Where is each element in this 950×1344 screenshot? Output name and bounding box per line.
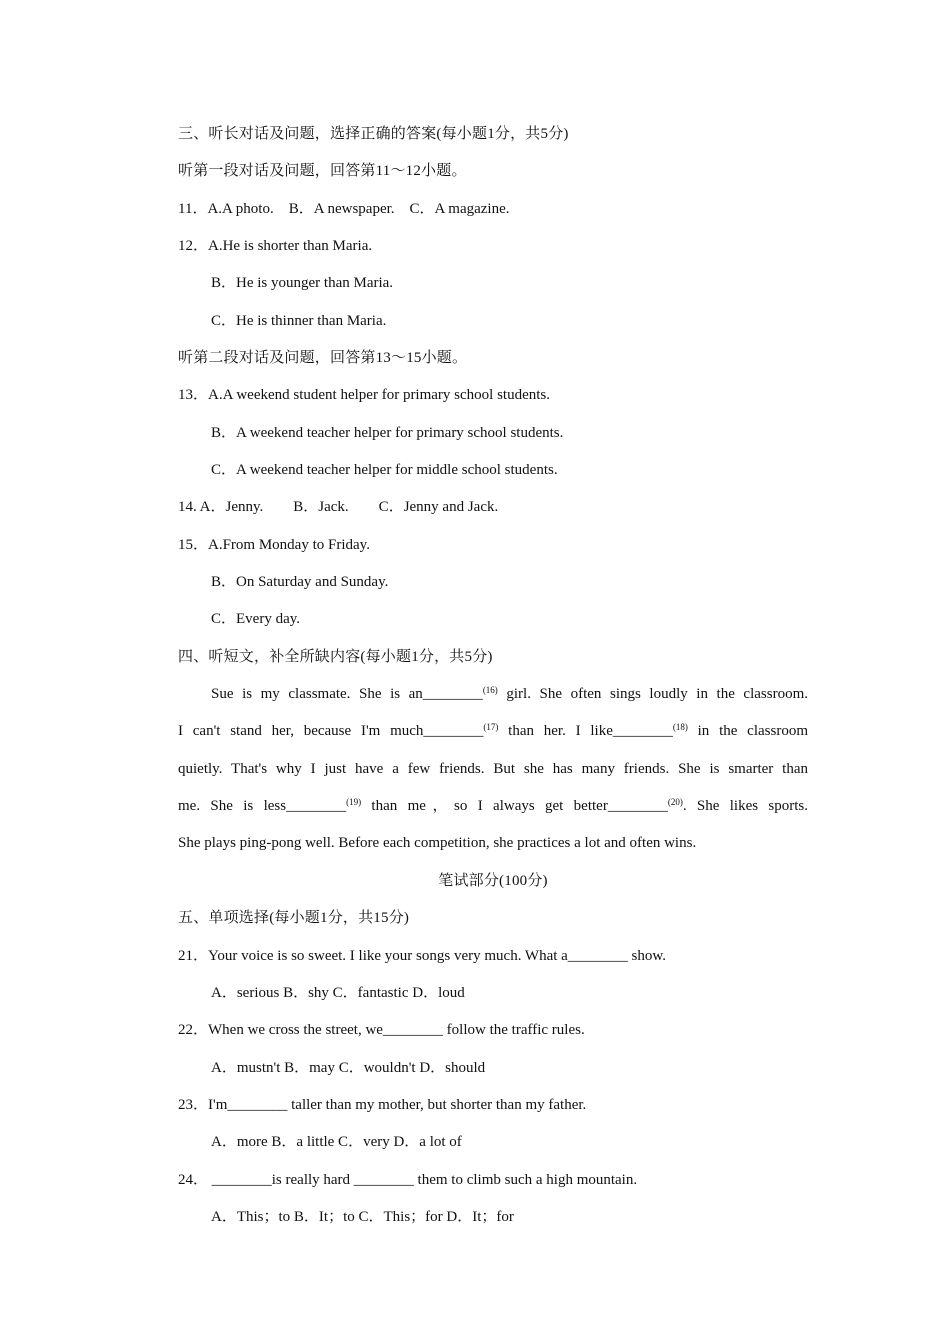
passage-text: than me，so I always get better________ (361, 798, 668, 814)
section3-heading: 三、听长对话及问题，选择正确的答案(每小题1分，共5分) (178, 126, 569, 142)
question-15-option-c: C．Every day. (211, 611, 301, 627)
blank-number-20: (20) (667, 797, 683, 807)
passage-line-5: She plays ping-pong well. Before each competition, she practices a lot and often wins. (178, 835, 697, 851)
passage-line-4 (178, 796, 808, 816)
question-14: 14. A．Jenny. B．Jack. C．Jenny and Jack. (178, 499, 499, 515)
blank-number-18: (18) (672, 722, 688, 732)
passage-text: . She likes sports. (682, 798, 808, 814)
passage-line-2 (178, 721, 808, 741)
passage-text: girl. She often sings loudly in the classroom. (497, 686, 808, 702)
passage-text: I can't stand her, because I'm much________ (178, 723, 484, 739)
passage-text: than her. I like________ (498, 723, 673, 739)
dialog2-intro: 听第二段对话及问题，回答第13～15小题。 (178, 350, 468, 366)
written-part-title: 笔试部分(100分) (438, 873, 548, 889)
question-24: 24． ________is really hard ________ them to climb such a high mountain. (178, 1172, 638, 1188)
question-21-options: A．serious B．shy C．fantastic D．loud (211, 985, 465, 1001)
passage-text: in the classroom (687, 723, 808, 739)
question-12-option-c: C．He is thinner than Maria. (211, 313, 387, 329)
question-22-options: A．mustn't B．may C．wouldn't D．should (211, 1060, 486, 1076)
section5-heading: 五、单项选择(每小题1分，共15分) (178, 910, 410, 926)
section4-heading: 四、听短文，补全所缺内容(每小题1分，共5分) (178, 649, 493, 665)
dialog1-intro: 听第一段对话及问题，回答第11～12小题。 (178, 163, 467, 179)
question-13: 13．A.A weekend student helper for primary school students. (178, 387, 551, 403)
question-12: 12．A.He is shorter than Maria. (178, 238, 373, 254)
question-23: 23．I'm________ taller than my mother, but shorter than my father. (178, 1097, 587, 1113)
question-13-option-c: C．A weekend teacher helper for middle school students. (211, 462, 558, 478)
blank-number-16: (16) (482, 685, 498, 695)
blank-number-19: (19) (346, 797, 362, 807)
question-24-options: A．This；to B．It；to C．This；for D．It；for (211, 1209, 514, 1225)
passage-text: Sue is my classmate. She is an________ (211, 686, 483, 702)
question-21: 21．Your voice is so sweet. I like your songs very much. What a________ show. (178, 948, 667, 964)
question-13-option-b: B．A weekend teacher helper for primary school students. (211, 425, 564, 441)
question-23-options: A．more B．a little C．very D．a lot of (211, 1134, 462, 1150)
question-11: 11．A.A photo. B．A newspaper. C．A magazine. (178, 201, 510, 217)
passage-line-1 (211, 684, 808, 704)
question-15: 15．A.From Monday to Friday. (178, 537, 370, 553)
passage-text: me. She is less________ (178, 798, 347, 814)
passage-line-3: quietly. That's why I just have a few friends. But she has many friends. She is smarter than (178, 761, 808, 777)
question-22: 22．When we cross the street, we________ follow the traffic rules. (178, 1022, 585, 1038)
question-15-option-b: B．On Saturday and Sunday. (211, 574, 389, 590)
blank-number-17: (17) (483, 722, 499, 732)
question-12-option-b: B．He is younger than Maria. (211, 275, 394, 291)
